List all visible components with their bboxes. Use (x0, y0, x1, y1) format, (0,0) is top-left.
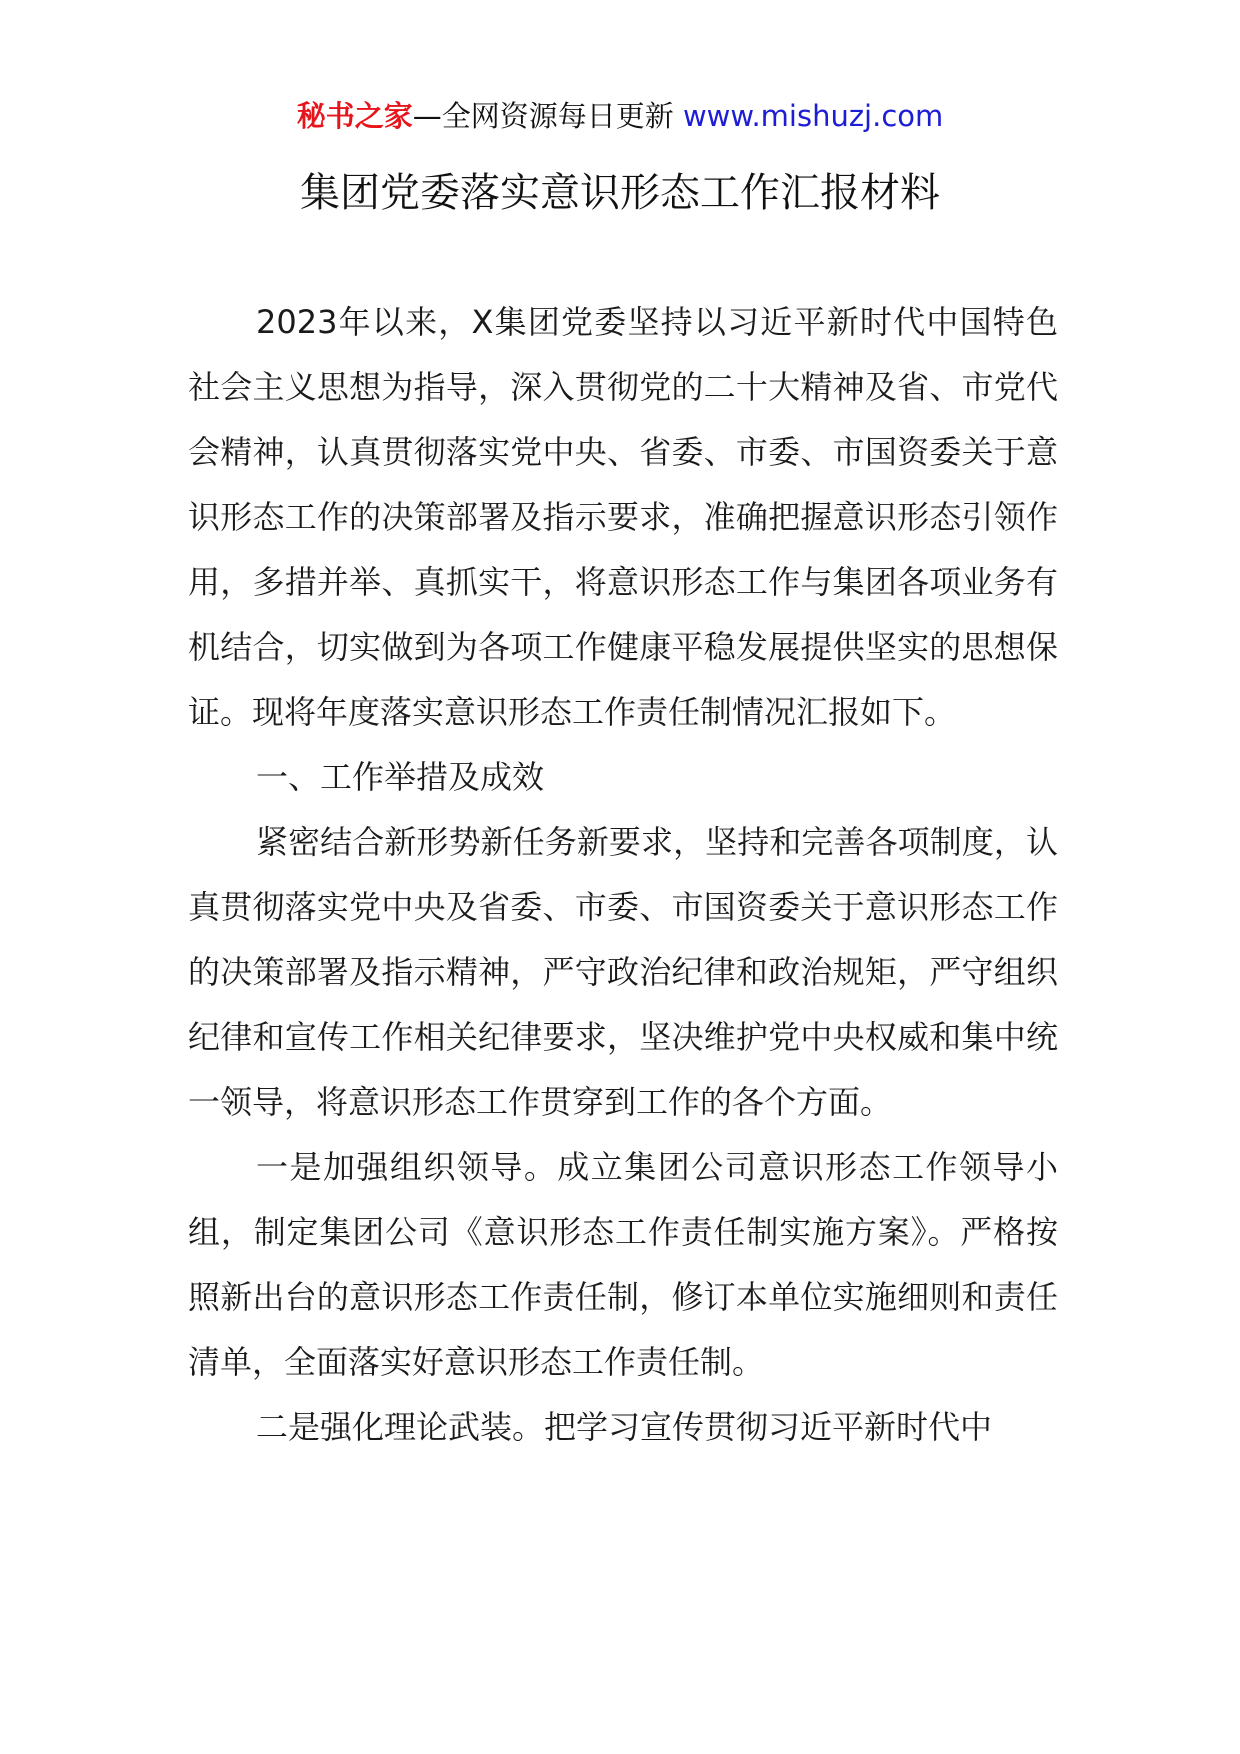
paragraph-overview: 紧密结合新形势新任务新要求，坚持和完善各项制度，认真贯彻落实党中央及省委、市委、市国资委关于意识形态工作的决策部署及指示精神，严守政治纪律和政治规矩，严守组织纪律和宣传工作相关纪律要求，坚决维护党中央权威和集中统一领导，将意识形态工作贯穿到工作的各个方面。 (188, 823, 1058, 1121)
paragraph-organization: 一是加强组织领导。成立集团公司意识形态工作领导小组，制定集团公司《意识形态工作责任制实施方案》。严格按照新出台的意识形态工作责任制，修订本单位实施细则和责任清单，全面落实好意识形态工作责任制。 (188, 1148, 1058, 1381)
section-heading: 一、工作举措及成效 (256, 758, 545, 796)
header-tagline: —全网资源每日更新 (412, 99, 683, 133)
brand-name: 秘书之家 (296, 99, 413, 133)
paragraph-intro: 2023年以来，X集团党委坚持以习近平新时代中国特色社会主义思想为指导，深入贯彻党的二十大精神及省、市党代会精神，认真贯彻落实党中央、省委、市委、市国资委关于意识形态工作的决策部署及指示要求，准确把握意识形态引领作用，多措并举、真抓实干，将意识形态工作与集团各项业务有机结合，切实做到为各项工作健康平稳发展提供坚实的思想保证。现将年度落实意识形态工作责任制情况汇报如下。 (188, 303, 1058, 731)
website-link[interactable]: www.mishuzj.com (682, 99, 944, 133)
watermark-header (0, 96, 1240, 136)
paragraph-theory: 二是强化理论武装。把学习宣传贯彻习近平新时代中 (256, 1408, 993, 1446)
document-title: 集团党委落实意识形态工作汇报材料 (300, 170, 940, 216)
document-body (188, 290, 1058, 1460)
